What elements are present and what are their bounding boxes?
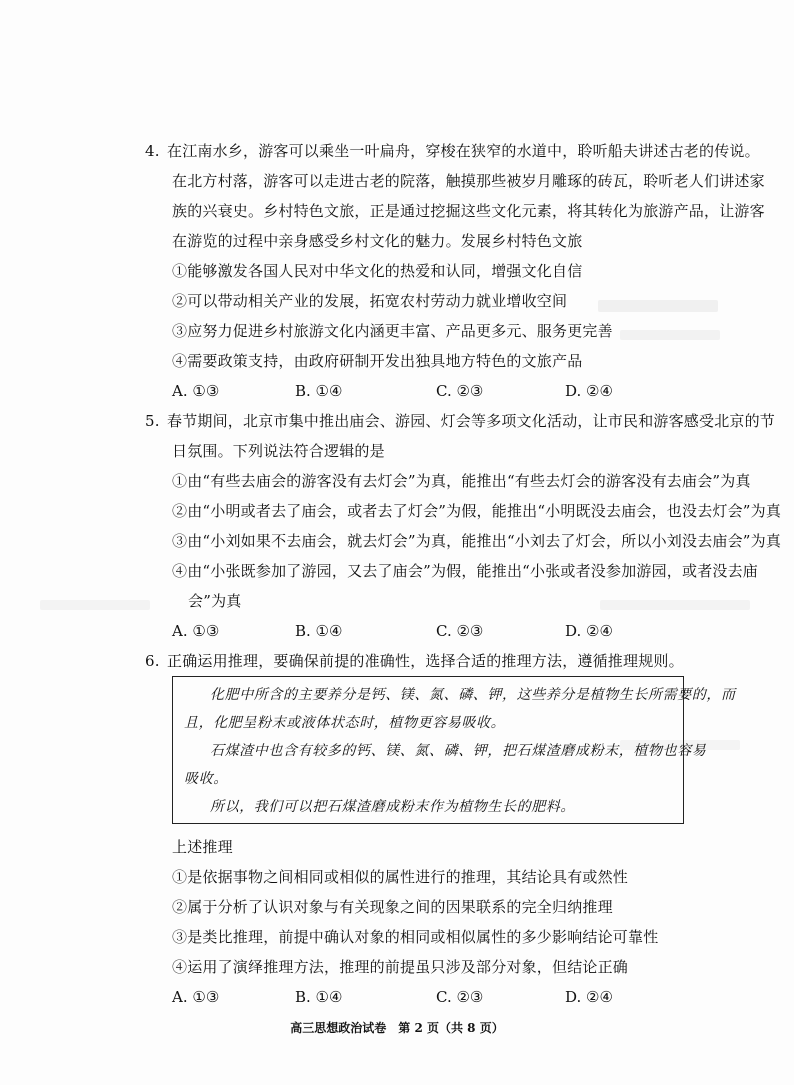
page-footer: 高三思想政治试卷 第 2 页（共 8 页） (290, 1021, 504, 1035)
q5-option-b[interactable]: B. ①④ (295, 622, 343, 640)
q5-statement-2: ②由“小明或者去了庙会，或者去了灯会”为假，能推出“小明既没去庙会，也没去灯会”为真 (172, 502, 782, 520)
q6-number: 6. (145, 652, 160, 670)
q4-statement-1: ①能够激发各国人民对中华文化的热爱和认同，增强文化自信 (172, 262, 583, 280)
q5-statement-3: ③由“小刘如果不去庙会，就去灯会”为真，能推出“小刘去了灯会，所以小刘没去庙会”为真 (172, 532, 782, 550)
q4-stem-line-4: 在游览的过程中亲身感受乡村文化的魅力。发展乡村特色文旅 (172, 232, 583, 250)
q4-statement-3: ③应努力促进乡村旅游文化内涵更丰富、产品更多元、服务更完善 (172, 322, 613, 340)
q5-option-a[interactable]: A. ①③ (172, 622, 220, 640)
q6-material-line-1: 化肥中所含的主要养分是钙、镁、氮、磷、钾，这些养分是植物生长所需要的，而 (210, 687, 736, 703)
q6-lead: 上述推理 (172, 838, 233, 856)
q5-statement-1: ①由“有些去庙会的游客没有去灯会”为真，能推出“有些去灯会的游客没有去庙会”为真 (172, 472, 751, 490)
q6-stem: 正确运用推理，要确保前提的准确性，选择合适的推理方法，遵循推理规则。 (167, 652, 684, 670)
q6-option-a[interactable]: A. ①③ (172, 988, 220, 1006)
q5-statement-4: ④由“小张既参加了游园，又去了庙会”为假，能推出“小张或者没参加游园，或者没去庙 (172, 562, 759, 580)
q6-option-b[interactable]: B. ①④ (295, 988, 343, 1006)
q4-option-a[interactable]: A. ①③ (172, 382, 220, 400)
bleed-through-mark (620, 330, 720, 340)
q4-option-c[interactable]: C. ②③ (436, 382, 484, 400)
q5-option-c[interactable]: C. ②③ (436, 622, 484, 640)
bleed-through-mark (40, 600, 150, 610)
q6-statement-3: ③是类比推理，前提中确认对象的相同或相似属性的多少影响结论可靠性 (172, 928, 659, 946)
q4-statement-2: ②可以带动相关产业的发展，拓宽农村劳动力就业增收空间 (172, 292, 568, 310)
q5-number: 5. (145, 412, 160, 430)
q4-stem-line-1: 在江南水乡，游客可以乘坐一叶扁舟，穿梭在狭窄的水道中，聆听船夫讲述古老的传说。 (167, 142, 760, 160)
q6-statement-2: ②属于分析了认识对象与有关现象之间的因果联系的完全归纳推理 (172, 898, 613, 916)
q5-stem-line-1: 春节期间，北京市集中推出庙会、游园、灯会等多项文化活动，让市民和游客感受北京的节 (167, 412, 776, 430)
q6-material-line-4: 吸收。 (184, 771, 228, 787)
q4-stem-line-3: 族的兴衰史。乡村特色文旅，正是通过挖掘这些文化元素，将其转化为旅游产品，让游客 (172, 202, 765, 220)
q5-stem-line-2: 日氛围。下列说法符合逻辑的是 (172, 442, 385, 460)
bleed-through-mark (600, 600, 750, 610)
q6-statement-4: ④运用了演绎推理方法，推理的前提虽只涉及部分对象，但结论正确 (172, 958, 629, 976)
q4-stem-line-2: 在北方村落，游客可以走进古老的院落，触摸那些被岁月雕琢的砖瓦，聆听老人们讲述家 (172, 172, 765, 190)
q6-material-line-2: 且，化肥呈粉末或液体状态时，植物更容易吸收。 (184, 715, 506, 731)
q4-option-d[interactable]: D. ②④ (565, 382, 613, 400)
q4-statement-4: ④需要政策支持，由政府研制开发出独具地方特色的文旅产品 (172, 352, 583, 370)
q4-number: 4. (145, 142, 160, 160)
q5-option-d[interactable]: D. ②④ (565, 622, 613, 640)
q4-option-b[interactable]: B. ①④ (295, 382, 343, 400)
q6-option-c[interactable]: C. ②③ (436, 988, 484, 1006)
q6-material-line-3: 石煤渣中也含有较多的钙、镁、氮、磷、钾，把石煤渣磨成粉末，植物也容易 (210, 743, 707, 759)
bleed-through-mark (598, 300, 718, 312)
q6-statement-1: ①是依据事物之间相同或相似的属性进行的推理，其结论具有或然性 (172, 868, 629, 886)
q6-option-d[interactable]: D. ②④ (565, 988, 613, 1006)
q5-statement-4-cont: 会”为真 (188, 592, 242, 610)
q6-material-line-5: 所以，我们可以把石煤渣磨成粉末作为植物生长的肥料。 (210, 799, 575, 815)
